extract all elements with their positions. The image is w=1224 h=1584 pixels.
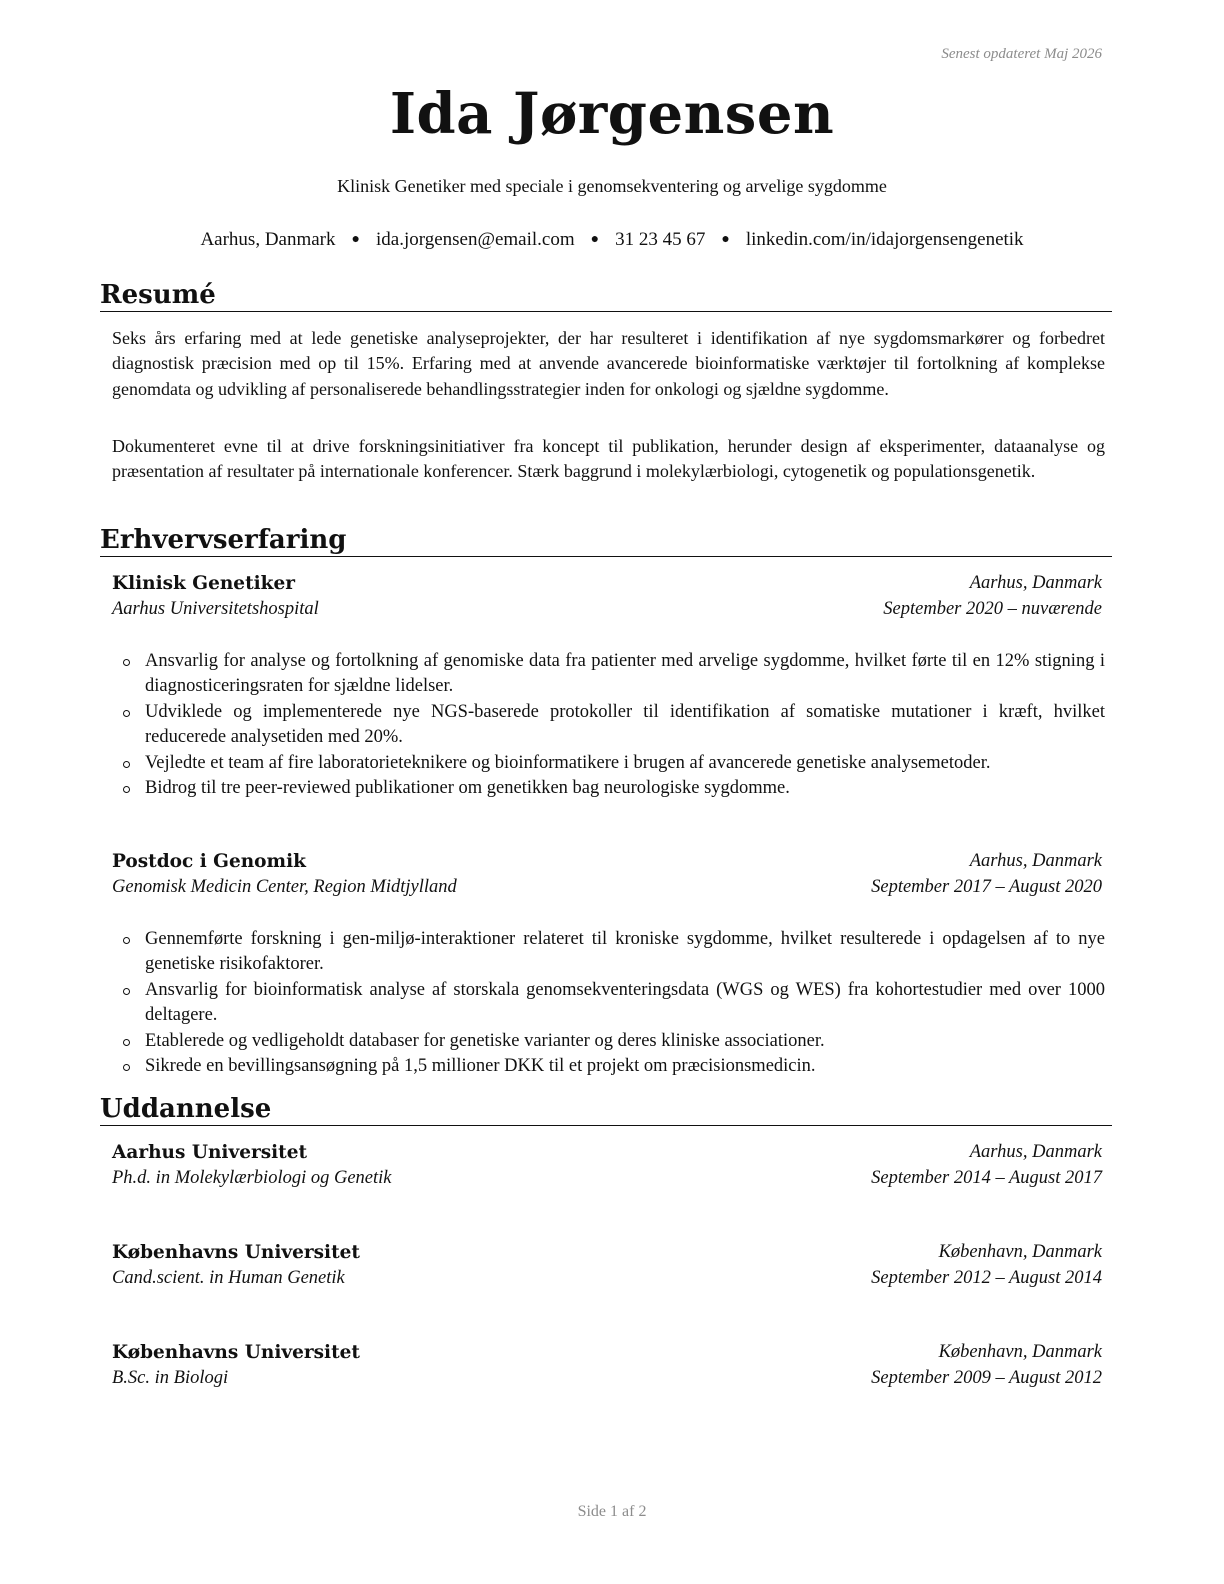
job-dates — [864, 597, 1102, 622]
job-dates — [862, 875, 1102, 900]
list-item: Ansvarlig for bioinformatisk analyse af storskala genomsekventeringsdata (WGS og WES) fra kohortestudier med over 1000 deltagere. — [112, 978, 1105, 1029]
circle-bullet-icon — [123, 937, 130, 944]
summary-paragraph: Seks års erfaring med at lede genetiske analyseprojekter, der har resulteret i identifikation af nye sygdomsmarkører og forbedret diagnostisk præcision med op til 15%. Erfaring med at anvende avancerede bioinformatiske værktøjer til fortolkning af komplekse genomdata og udvikling af personaliserede behandlingsstrategier inden for onkologi og sjældne sygdomme. — [112, 328, 1105, 399]
circle-bullet-icon — [123, 659, 130, 666]
education-location: København, Danmark — [938, 1242, 1102, 1262]
section-title-education: Uddannelse — [100, 1093, 1112, 1126]
bullet-separator-icon: ● — [721, 232, 730, 247]
education-degree: B.Sc. in Biologi — [112, 1368, 229, 1388]
last-updated-note: Senest opdateret Maj 2026 — [941, 46, 1102, 62]
candidate-subtitle: Klinisk Genetiker med speciale i genomsekventering og arvelige sygdomme — [337, 176, 887, 196]
candidate-name: Ida Jørgensen — [389, 81, 835, 147]
circle-bullet-icon — [123, 1064, 130, 1071]
contact-phone: 31 23 45 67 — [615, 229, 706, 250]
circle-bullet-icon — [123, 710, 130, 717]
job-location: Aarhus, Danmark — [969, 851, 1102, 871]
education-dates-text: September 2012 – August 2014 — [871, 1268, 1102, 1288]
job-employer: Genomisk Medicin Center, Region Midtjylland — [112, 877, 457, 897]
education-degree: Ph.d. in Molekylærbiologi og Genetik — [112, 1168, 392, 1188]
education-degree: Cand.scient. in Human Genetik — [112, 1268, 345, 1288]
education-dates — [862, 1266, 1102, 1291]
education-dates-text: September 2009 – August 2012 — [871, 1368, 1102, 1388]
education-school: Aarhus Universitet — [112, 1142, 308, 1163]
list-item: Gennemførte forskning i gen-miljø-interaktioner relateret til kroniske sygdomme, hvilket resulterede i opdagelsen af to nye genetiske risikofaktorer. — [112, 927, 1105, 978]
education-school: Københavns Universitet — [112, 1242, 360, 1263]
list-item: Bidrog til tre peer-reviewed publikationer om genetikken bag neurologiske sygdomme. — [112, 776, 1105, 801]
job-dates-text: September 2017 – August 2020 — [871, 877, 1102, 897]
job-location: Aarhus, Danmark — [969, 573, 1102, 593]
job-title: Postdoc i Genomik — [112, 851, 306, 872]
job-title: Klinisk Genetiker — [112, 573, 295, 594]
section-title-experience: Erhvervserfaring — [100, 524, 1112, 557]
contact-email[interactable]: ida.jorgensen@email.com — [375, 229, 575, 250]
list-item: Ansvarlig for analyse og fortolkning af genomiske data fra patienter med arvelige sygdomme, hvilket førte til en 12% stigning i diagnosticeringsraten for sjældne lidelser. — [112, 649, 1105, 700]
circle-bullet-icon — [123, 1039, 130, 1046]
page-number: Side 1 af 2 — [577, 1503, 647, 1520]
education-dates — [862, 1366, 1102, 1391]
bullet-separator-icon: ● — [590, 232, 600, 247]
job-employer: Aarhus Universitetshospital — [112, 599, 319, 619]
circle-bullet-icon — [123, 988, 130, 995]
education-dates — [862, 1166, 1102, 1191]
list-item: Udviklede og implementerede nye NGS-baserede protokoller til identifikation af somatiske mutationer i kræft, hvilket reducerede analysetiden med 20%. — [112, 700, 1105, 751]
job-bullet-list — [112, 927, 1105, 1079]
contact-location: Aarhus, Danmark — [200, 229, 336, 250]
job-bullet-list — [112, 649, 1105, 801]
bullet-separator-icon: ● — [351, 232, 360, 247]
section-title-summary: Resumé — [100, 279, 1112, 312]
contact-linkedin[interactable]: linkedin.com/in/idajorgensengenetik — [745, 229, 1024, 250]
list-item: Etablerede og vedligeholdt databaser for genetiske varianter og deres kliniske associationer. — [112, 1029, 1105, 1054]
circle-bullet-icon — [123, 786, 130, 793]
education-school: Københavns Universitet — [112, 1342, 360, 1363]
education-location: Aarhus, Danmark — [969, 1142, 1102, 1162]
education-dates-text: September 2014 – August 2017 — [871, 1168, 1102, 1188]
circle-bullet-icon — [123, 761, 130, 768]
job-dates-text: September 2020 – nuværende — [883, 599, 1102, 619]
education-location: København, Danmark — [938, 1342, 1102, 1362]
list-item: Vejledte et team af fire laboratorieteknikere og bioinformatikere i brugen af avancerede genetiske analysemetoder. — [112, 751, 1105, 776]
summary-paragraph: Dokumenteret evne til at drive forskningsinitiativer fra koncept til publikation, herunder design af eksperimenter, dataanalyse og præsentation af resultater på internationale konferencer. Stærk baggrund i molekylærbiologi, cytogenetik og populationsgenetik. — [112, 436, 1105, 482]
contact-line — [0, 229, 1224, 251]
list-item: Sikrede en bevillingsansøgning på 1,5 millioner DKK til et projekt om præcisionsmedicin. — [112, 1054, 1105, 1079]
